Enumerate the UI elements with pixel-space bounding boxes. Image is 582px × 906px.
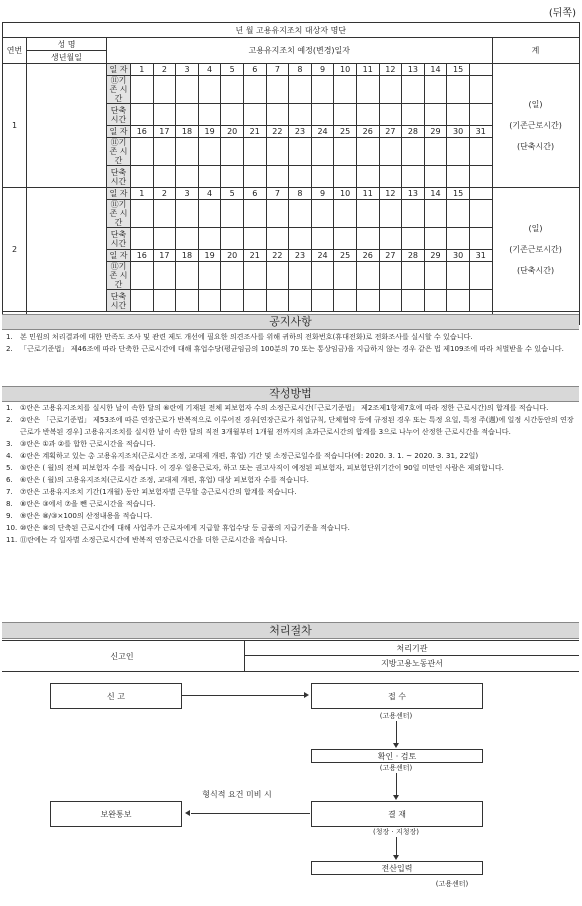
hours-cell [334,262,357,290]
hours-cell [176,228,199,250]
hours-cell [198,138,221,166]
list-item [6,414,574,438]
hours-cell [334,200,357,228]
day-number: 20 [221,250,244,262]
hours-cell [469,166,492,188]
hours-cell [379,76,402,104]
hours-cell [289,200,312,228]
hours-cell [402,166,425,188]
hours-cell [356,290,379,312]
item-number: 7. [6,487,13,496]
label-day: 일 자 [107,126,131,138]
hours-cell [402,200,425,228]
hours-cell [153,104,176,126]
item-number: 6. [6,475,13,484]
supplement-step: 보완통보 [50,801,182,827]
hours-cell [176,104,199,126]
hours-cell [243,166,266,188]
hours-cell [198,104,221,126]
hours-cell [198,228,221,250]
hours-cell [402,262,425,290]
person-name-cell [27,188,107,312]
day-number: 19 [198,126,221,138]
list-item [6,486,574,498]
instructions-list [6,402,574,546]
hours-cell [221,228,244,250]
hours-cell [289,290,312,312]
receive-sub: (고용센터) [379,712,413,720]
hours-cell [424,104,447,126]
day-number: 22 [266,126,289,138]
hours-cell [402,76,425,104]
day-number: 15 [447,64,470,76]
day-number: 23 [289,250,312,262]
day-number: 25 [334,126,357,138]
person-no: 1 [3,64,27,188]
day-number: 31 [469,250,492,262]
hours-cell [176,200,199,228]
day-number: 13 [402,188,425,200]
hours-cell [334,166,357,188]
day-number: 21 [243,126,266,138]
hours-cell [266,262,289,290]
day-number: 27 [379,250,402,262]
hours-cell [379,228,402,250]
hours-cell [131,76,154,104]
hours-cell [176,138,199,166]
day-number: 20 [221,126,244,138]
day-number: 1 [131,188,154,200]
hours-cell [311,76,334,104]
day-number: 30 [447,126,470,138]
condition-label: 형식적 요건 미비 시 [202,790,272,799]
day-number: 29 [424,126,447,138]
hours-cell [266,200,289,228]
item-number: 3. [6,439,13,448]
hours-cell [379,104,402,126]
hours-cell [289,262,312,290]
hours-cell [469,228,492,250]
total-base: (기존근로시간) [509,121,562,130]
hours-cell [153,138,176,166]
input-sub: (고용센터) [435,880,469,888]
day-number: 14 [424,64,447,76]
hours-cell [131,290,154,312]
hours-cell [469,104,492,126]
label-short-hours: 단축 시간 [107,228,131,250]
hours-cell [402,138,425,166]
hours-cell [311,200,334,228]
day-number: 25 [334,250,357,262]
hours-cell [243,200,266,228]
label-day: 일 자 [107,188,131,200]
day-number: 26 [356,250,379,262]
day-number: 16 [131,250,154,262]
col-total: 계 [492,38,579,64]
hours-cell [424,200,447,228]
hours-cell [198,166,221,188]
hours-cell [469,200,492,228]
day-number: 18 [176,126,199,138]
day-number: 23 [289,126,312,138]
hours-cell [243,76,266,104]
roster-title: 년 월 고용유지조치 대상자 명단 [3,23,580,38]
label-base-hours: ⑪기존 시간 [107,138,131,166]
hours-cell [424,166,447,188]
page-mark: (뒤쪽) [548,8,576,19]
total-day: (일) [528,224,543,233]
hours-cell [424,138,447,166]
list-item [6,462,574,474]
day-number: 7 [266,64,289,76]
col-birth: 생년월일 [27,51,107,64]
procedure-title: 처리절차 [2,622,579,639]
day-number: 8 [289,64,312,76]
day-number: 6 [243,188,266,200]
hours-cell [289,228,312,250]
hours-cell [447,76,470,104]
hours-cell [153,228,176,250]
label-short-hours: 단축 시간 [107,290,131,312]
hours-cell [334,138,357,166]
hours-cell [311,290,334,312]
day-number: 12 [379,188,402,200]
hours-cell [221,290,244,312]
hours-cell [356,138,379,166]
hours-cell [153,262,176,290]
label-day: 일 자 [107,250,131,262]
day-number: 1 [131,64,154,76]
day-number: 15 [447,188,470,200]
hours-cell [402,290,425,312]
notice-list [6,331,574,355]
item-text: ②란은 「근로기준법」 제53조에 따른 연장근로가 반복적으로 이루어진 경우[연장근로가 취업규칙, 단체협약 등에 규정된 경우 또는 특정 요일, 특정 주(週)에 일정 시간동안의 연장근로가 반복된 경우] 고용유지조치를 실시한 날이 속한 달의 직전 3개월부터 1개월 전까지의 초과근로시간의 합계를 3으로 나누어 산정한 근로시간을 적습니다. [20,415,574,436]
day-number: 4 [198,64,221,76]
hours-cell [311,166,334,188]
day-number: 17 [153,250,176,262]
hours-cell [289,138,312,166]
hours-cell [243,104,266,126]
hours-cell [198,76,221,104]
hours-cell [176,76,199,104]
item-number: 2. [6,415,13,424]
hours-cell [334,76,357,104]
label-short-hours: 단축 시간 [107,166,131,188]
day-number: 18 [176,250,199,262]
label-base-hours: ⑪기존 시간 [107,76,131,104]
hours-cell [131,228,154,250]
hours-cell [356,104,379,126]
day-number: 3 [176,188,199,200]
hours-cell [221,166,244,188]
hours-cell [266,138,289,166]
day-number: 19 [198,250,221,262]
list-item [6,474,574,486]
hours-cell [469,76,492,104]
hours-cell [424,228,447,250]
hours-cell [266,166,289,188]
hours-cell [176,166,199,188]
person-no: 2 [3,188,27,312]
day-number: 29 [424,250,447,262]
hours-cell [221,262,244,290]
report-step: 신 고 [50,683,182,709]
notice-title: 공지사항 [2,314,579,330]
hours-cell [311,104,334,126]
hours-cell [176,262,199,290]
item-number: 10. [6,523,18,532]
day-number: 11 [356,188,379,200]
agency-header: 처리기관 [396,644,428,653]
day-number: 17 [153,126,176,138]
hours-cell [289,104,312,126]
label-day: 일 자 [107,64,131,76]
hours-cell [153,76,176,104]
decision-step: 결 재 [311,801,483,827]
hours-cell [221,138,244,166]
day-number: 28 [402,126,425,138]
hours-cell [131,166,154,188]
item-text: ①란은 고용유지조치를 실시한 날이 속한 달의 ⑥란에 기재된 전체 피보험자 수의 소정근로시간(「근로기준법」 제2조제1항제7호에 따라 정한 근로시간)의 합계를 적습니다. [20,403,549,412]
day-number: 7 [266,188,289,200]
list-item [6,522,574,534]
person-total [492,188,579,312]
hours-cell [243,228,266,250]
input-step: 전산입력 [311,861,483,875]
item-number: 1. [6,403,13,412]
day-number: 10 [334,188,357,200]
hours-cell [198,290,221,312]
list-item [6,534,574,546]
hours-cell [311,138,334,166]
hours-cell [311,262,334,290]
hours-cell [447,104,470,126]
day-number: 9 [311,64,334,76]
hours-cell [221,200,244,228]
item-text: ⑤란은 ( 월)의 전체 피보험자 수를 적습니다. 이 경우 일용근로자, 하고 또는 권고사직이 예정된 피보험자, 피보험단위기간이 90일 미만인 사람은 제외합니다. [20,463,504,472]
instructions-title: 작성방법 [2,386,579,402]
agency-name: 지방고용노동관서 [381,659,443,668]
item-text: ⑨란은 ⑧/③×100의 산정내용을 적습니다. [20,511,153,520]
item-text: ⑦란은 고용유지조치 기간(1개월) 동안 피보험자별 근무할 총근로시간의 합계를 적습니다. [20,487,297,496]
hours-cell [289,76,312,104]
hours-cell [198,200,221,228]
day-number: 30 [447,250,470,262]
day-number: 26 [356,126,379,138]
label-base-hours: ⑪기존 시간 [107,262,131,290]
hours-cell [198,262,221,290]
day-blank [469,64,492,76]
hours-cell [447,200,470,228]
hours-cell [447,138,470,166]
hours-cell [447,166,470,188]
hours-cell [447,228,470,250]
day-number: 28 [402,250,425,262]
item-text: ⑧란은 ③에서 ⑦을 뺀 근로시간을 적습니다. [20,499,156,508]
receive-step: 접 수 [311,683,483,709]
day-number: 24 [311,250,334,262]
hours-cell [356,228,379,250]
item-text: ④란은 계획하고 있는 총 고용유지조치(근로시간 조정, 교대제 개편, 휴업) 기간 및 소정근로일수를 적습니다(예: 2020. 3. 1. ~ 2020. 3. 31, 22일) [20,451,479,460]
hours-cell [221,104,244,126]
item-text: ⑩란은 ⑧의 단축된 근로시간에 대해 사업주가 근로자에게 지급할 휴업수당 등 금품의 지급기준을 적습니다. [20,523,350,532]
day-number: 22 [266,250,289,262]
day-number: 21 [243,250,266,262]
col-schedule: 고용유지조치 예정(변경)일자 [107,38,493,64]
day-number: 3 [176,64,199,76]
item-number: 5. [6,463,13,472]
day-number: 13 [402,64,425,76]
day-number: 5 [221,64,244,76]
list-item [6,331,574,343]
hours-cell [379,166,402,188]
applicant-header: 신고인 [110,652,134,661]
hours-cell [424,76,447,104]
hours-cell [469,290,492,312]
item-text: 본 민원의 처리결과에 대한 만족도 조사 및 관련 제도 개선에 필요한 의견조사를 위해 귀하의 전화번호(휴대전화)로 전화조사를 실시할 수 있습니다. [20,332,473,341]
hours-cell [266,290,289,312]
person-name-cell [27,64,107,188]
person-total [492,64,579,188]
hours-cell [424,290,447,312]
hours-cell [266,104,289,126]
day-number: 31 [469,126,492,138]
decision-sub: (청장 · 지청장) [373,828,419,836]
hours-cell [447,290,470,312]
total-short: (단축시간) [516,266,555,275]
item-number: 1. [6,332,13,341]
list-item [6,510,574,522]
hours-cell [243,262,266,290]
hours-cell [379,138,402,166]
hours-cell [379,262,402,290]
day-blank [469,188,492,200]
item-number: 4. [6,451,13,460]
day-number: 14 [424,188,447,200]
col-name: 성 명 [27,38,107,51]
hours-cell [402,228,425,250]
hours-cell [131,138,154,166]
hours-cell [334,290,357,312]
list-item [6,450,574,462]
hours-cell [289,166,312,188]
day-number: 11 [356,64,379,76]
day-number: 6 [243,64,266,76]
total-day: (일) [528,100,543,109]
review-sub: (고용센터) [379,764,413,772]
list-item [6,402,574,414]
item-text: 「근로기준법」 제46조에 따라 단축한 근로시간에 대해 휴업수당(평균임금의 100분의 70 또는 통상임금)을 지급하지 않는 경우 같은 법 제109조에 따라 처벌받을 수 있습니다. [20,344,564,353]
item-text: ⑪란에는 각 일자별 소정근로시간에 반복적 연장근로시간을 더한 근로시간을 적습니다. [20,535,288,544]
hours-cell [153,166,176,188]
hours-cell [402,104,425,126]
day-number: 16 [131,126,154,138]
day-number: 4 [198,188,221,200]
hours-cell [379,290,402,312]
hours-cell [356,76,379,104]
hours-cell [311,228,334,250]
day-number: 24 [311,126,334,138]
hours-cell [424,262,447,290]
label-short-hours: 단축 시간 [107,104,131,126]
hours-cell [469,138,492,166]
day-number: 9 [311,188,334,200]
hours-cell [469,262,492,290]
hours-cell [266,228,289,250]
hours-cell [243,138,266,166]
day-number: 2 [153,188,176,200]
day-number: 5 [221,188,244,200]
hours-cell [356,200,379,228]
hours-cell [447,262,470,290]
hours-cell [153,290,176,312]
review-step: 확인 · 검토 [311,749,483,763]
item-text: ⑥란은 ( 월)의 고용유지조치(근로시간 조정, 교대제 개편, 휴업) 대상 피보험자 수를 적습니다. [20,475,309,484]
hours-cell [153,200,176,228]
hours-cell [176,290,199,312]
day-number: 10 [334,64,357,76]
total-base: (기존근로시간) [509,245,562,254]
total-short: (단축시간) [516,142,555,151]
hours-cell [379,200,402,228]
day-number: 8 [289,188,312,200]
list-item [6,343,574,355]
day-number: 12 [379,64,402,76]
list-item [6,438,574,450]
hours-cell [131,262,154,290]
label-base-hours: ⑪기존 시간 [107,200,131,228]
hours-cell [356,166,379,188]
hours-cell [356,262,379,290]
procedure-diagram [2,640,579,903]
hours-cell [334,104,357,126]
hours-cell [334,228,357,250]
item-number: 2. [6,344,13,353]
item-text: ③란은 ①과 ②를 합한 근로시간을 적습니다. [20,439,156,448]
hours-cell [243,290,266,312]
day-number: 2 [153,64,176,76]
hours-cell [131,104,154,126]
item-number: 11. [6,535,18,544]
hours-cell [131,200,154,228]
item-number: 9. [6,511,13,520]
employee-roster-table [2,22,580,325]
hours-cell [221,76,244,104]
item-number: 8. [6,499,13,508]
hours-cell [266,76,289,104]
list-item [6,498,574,510]
day-number: 27 [379,126,402,138]
col-no: 연번 [3,38,27,64]
